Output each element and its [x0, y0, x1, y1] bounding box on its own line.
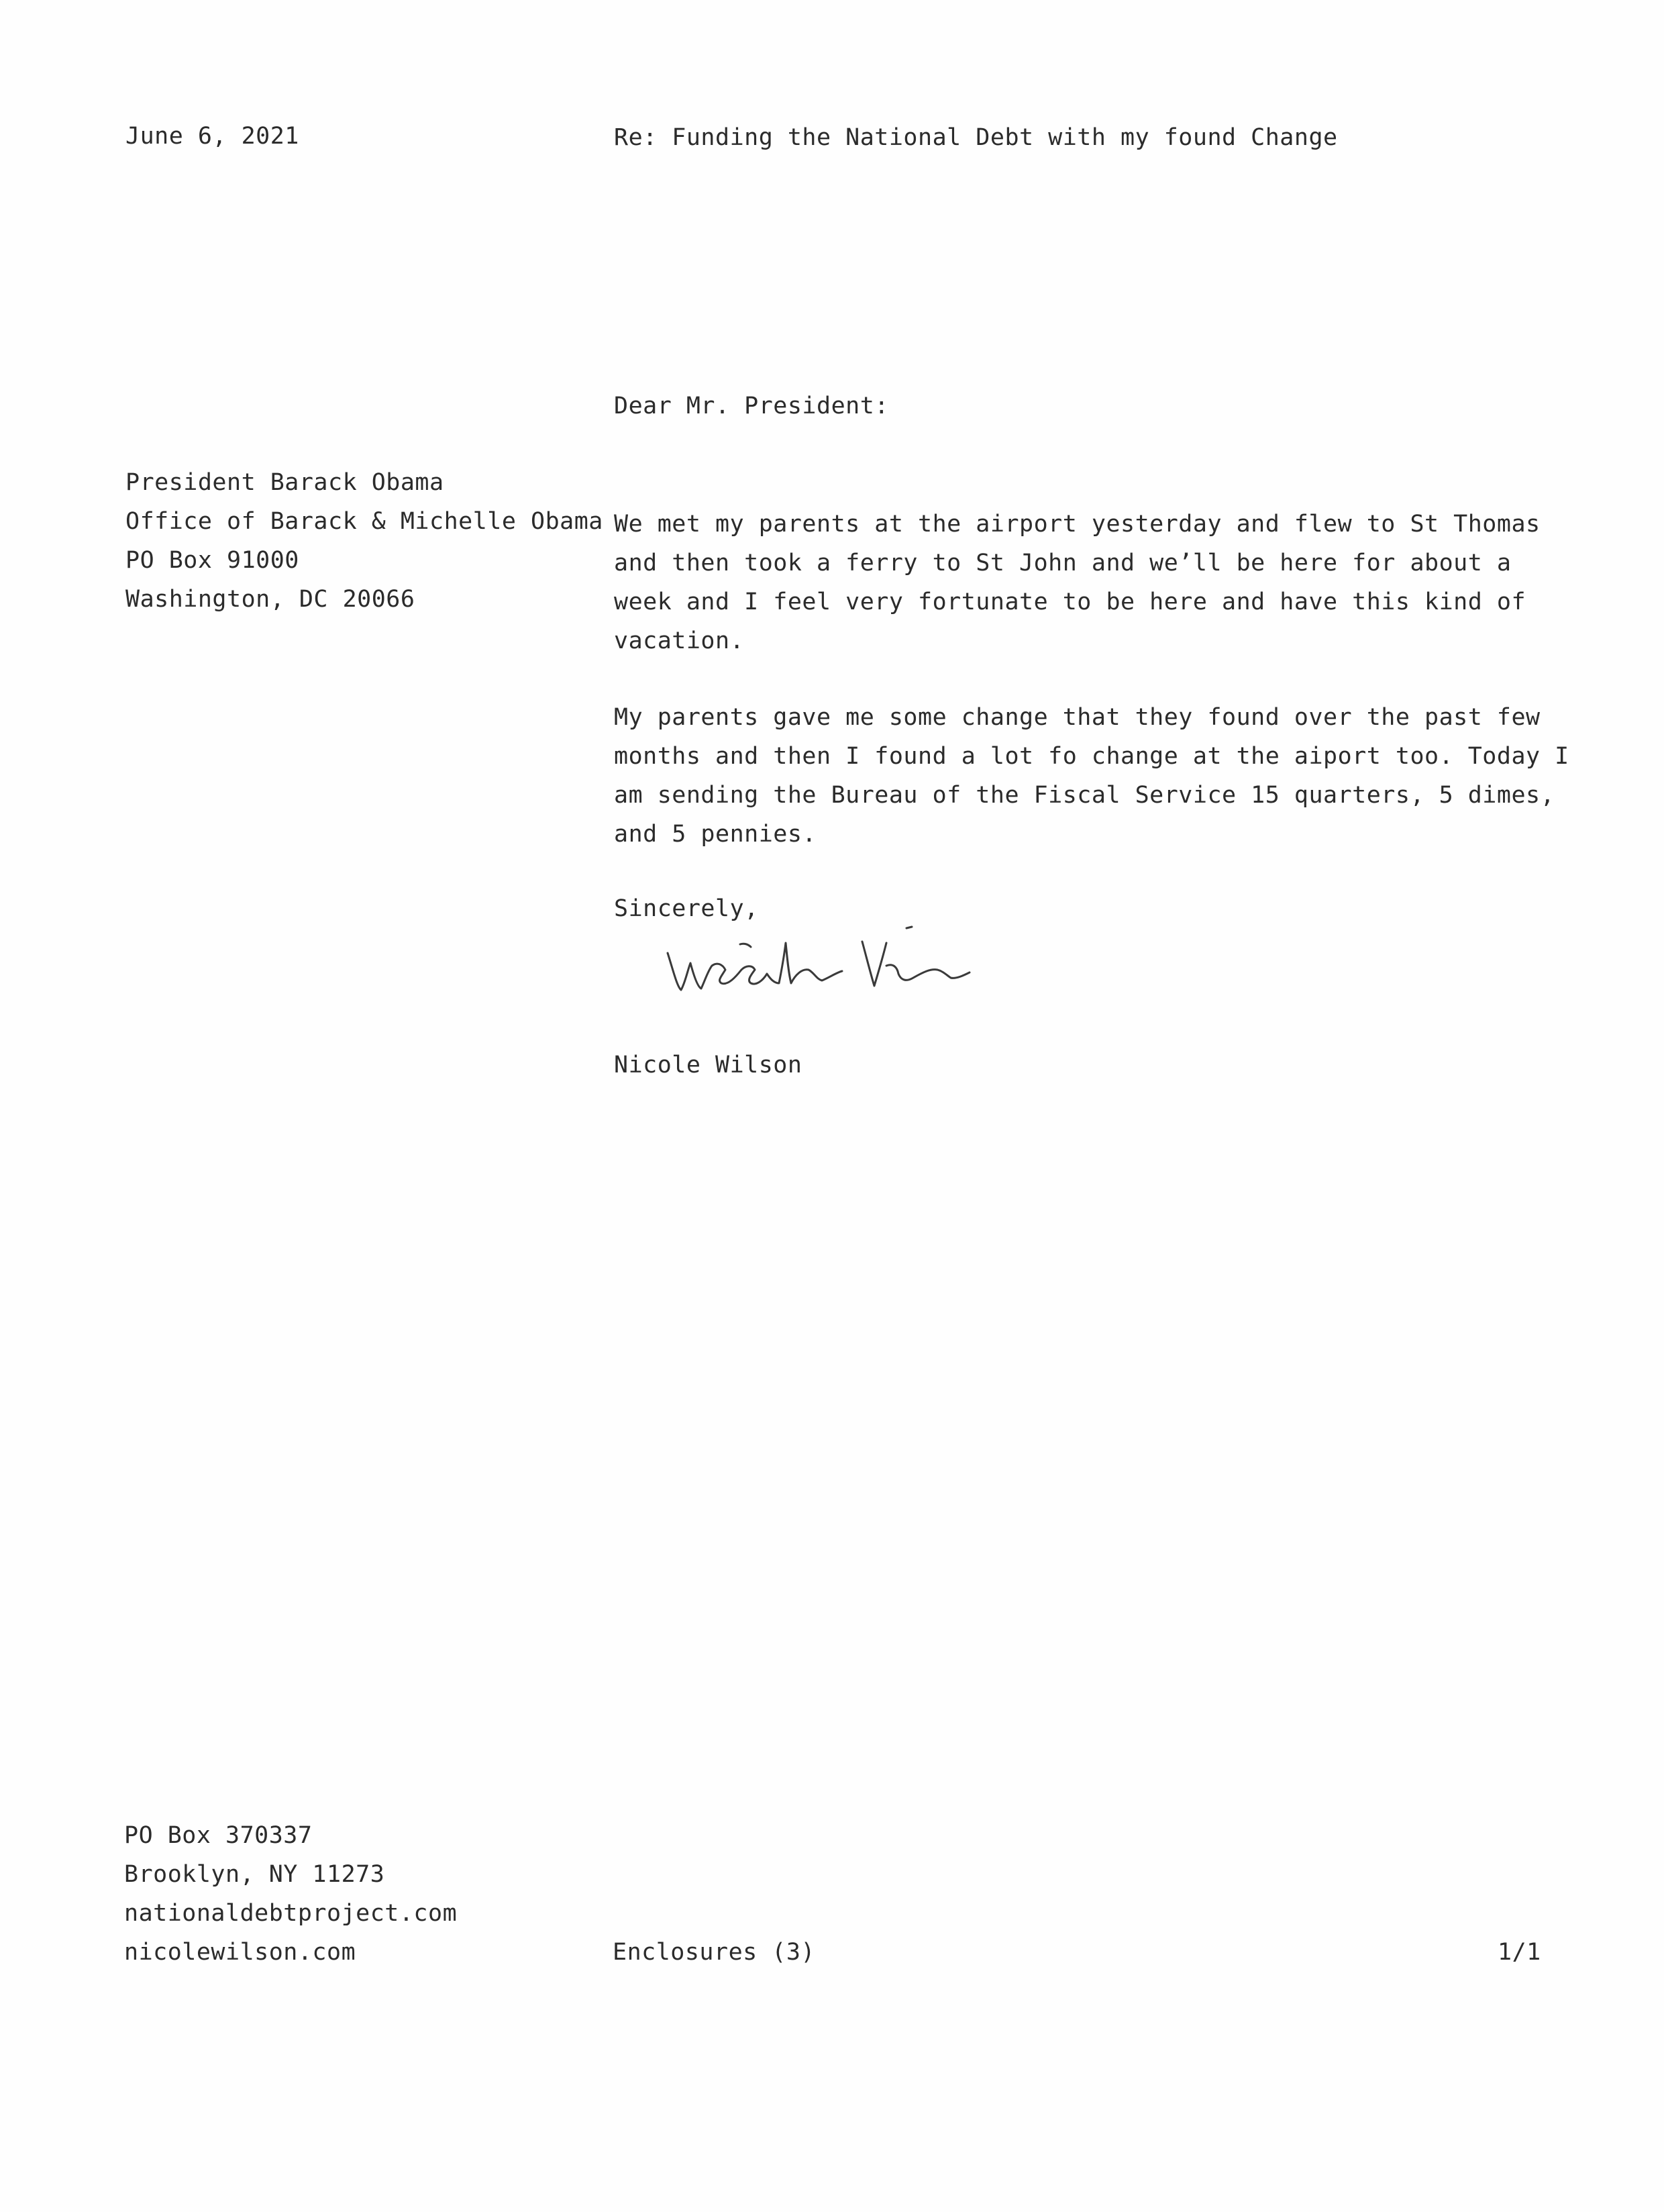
paragraph-line: and 5 pennies.: [614, 821, 817, 848]
paragraph-line: week and I feel very fortunate to be here and have this kind of: [614, 589, 1526, 615]
letter-date: June 6, 2021: [125, 123, 299, 150]
sender-line: Brooklyn, NY 11273: [124, 1861, 385, 1888]
sender-website-line: nicolewilson.com: [124, 1939, 356, 1966]
paragraph-line: am sending the Bureau of the Fiscal Service 15 quarters, 5 dimes,: [614, 782, 1555, 809]
recipient-line: President Barack Obama: [125, 469, 444, 496]
recipient-address: [125, 463, 603, 619]
handwritten-signature: [661, 916, 1010, 1017]
closing: Sincerely,: [614, 895, 759, 922]
sender-website-line: nationaldebtproject.com: [124, 1900, 458, 1927]
page-number: 1/1: [1498, 1939, 1541, 1966]
recipient-line: Washington, DC 20066: [125, 586, 415, 613]
paragraph-line: My parents gave me some change that they found over the past few: [614, 704, 1541, 731]
body-paragraph-1: [614, 505, 1541, 660]
recipient-line: PO Box 91000: [125, 547, 299, 574]
salutation: Dear Mr. President:: [614, 393, 889, 419]
paragraph-line: and then took a ferry to St John and we’ll be here for about a: [614, 550, 1512, 576]
paragraph-line: months and then I found a lot fo change at the aiport too. Today I: [614, 743, 1569, 770]
letter-subject: Re: Funding the National Debt with my found Change: [614, 124, 1338, 151]
sender-address: [124, 1816, 457, 1972]
enclosures-note: Enclosures (3): [613, 1939, 816, 1966]
signer-name: Nicole Wilson: [614, 1052, 802, 1078]
body-paragraph-2: [614, 698, 1569, 854]
paragraph-line: vacation.: [614, 627, 745, 654]
sender-line: PO Box 370337: [124, 1822, 313, 1849]
paragraph-line: We met my parents at the airport yesterday and flew to St Thomas: [614, 511, 1541, 538]
recipient-line: Office of Barack & Michelle Obama: [125, 508, 603, 535]
